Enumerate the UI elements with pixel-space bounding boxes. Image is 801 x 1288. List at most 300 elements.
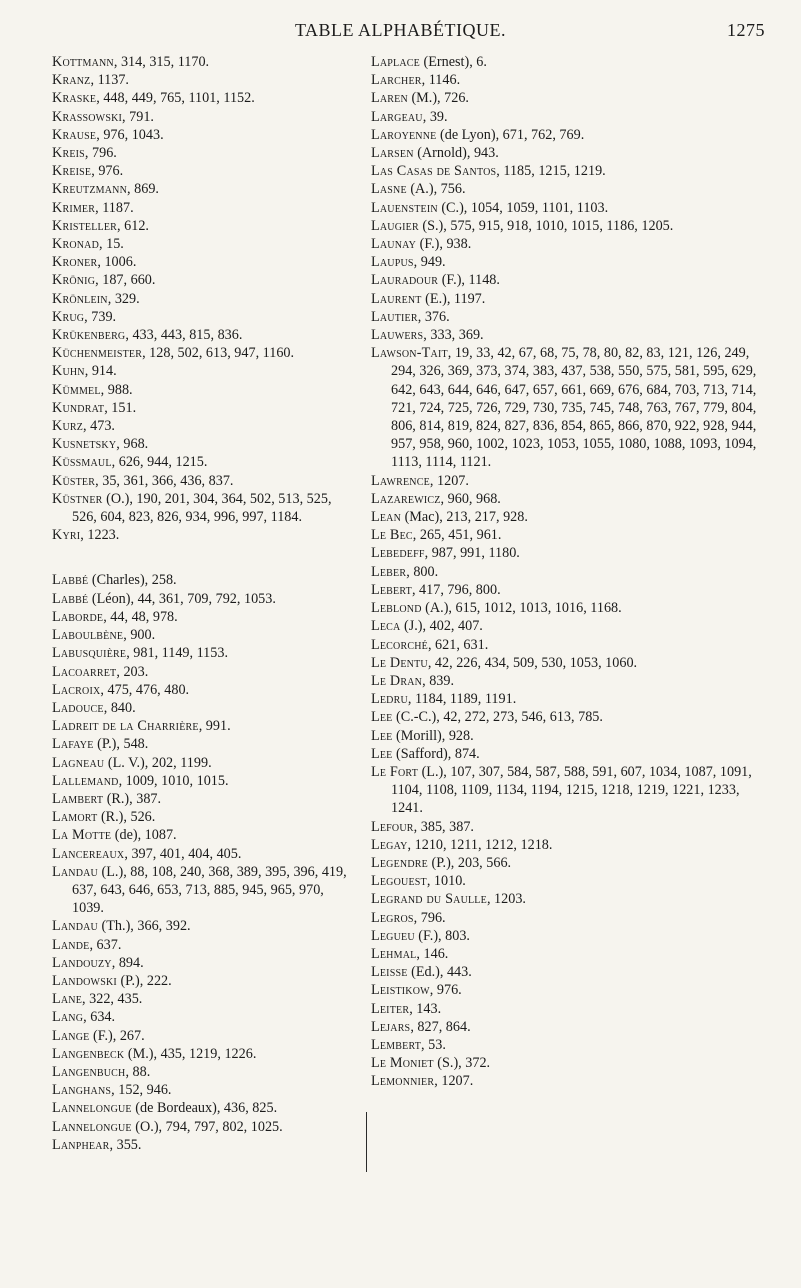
entry-pages: , 988. xyxy=(100,381,133,398)
entry-name: Launay xyxy=(371,236,417,253)
entry-name: Krükenberg xyxy=(52,327,126,344)
entry-pages: , 981, 1149, 1153. xyxy=(126,645,229,662)
entry-name: Lallemand xyxy=(52,772,119,789)
index-entry xyxy=(52,180,354,198)
index-entry xyxy=(52,990,354,1008)
entry-pages: (Mac), 213, 217, 928. xyxy=(401,509,528,526)
entry-name: Krönlein xyxy=(52,290,108,307)
index-entry xyxy=(52,89,354,107)
index-entry xyxy=(371,690,767,708)
entry-name: Kümmel xyxy=(52,381,101,398)
entry-pages: , 960, 968. xyxy=(440,490,501,507)
index-entry xyxy=(52,608,354,626)
entry-pages: , 634. xyxy=(83,1009,116,1026)
column-divider xyxy=(366,1112,367,1172)
index-entry xyxy=(52,162,354,180)
entry-pages: (Charles), 258. xyxy=(88,572,177,589)
entry-name: Laurent xyxy=(371,290,422,307)
entry-pages: , 1009, 1010, 1015. xyxy=(118,772,229,789)
index-entry xyxy=(371,162,767,180)
entry-name: Legueu xyxy=(371,927,415,944)
entry-pages: , 626, 944, 1215. xyxy=(111,454,208,471)
entry-name: Lannelongue xyxy=(52,1100,132,1117)
running-header xyxy=(0,20,801,48)
index-entry xyxy=(52,290,354,308)
entry-name: Lehmal xyxy=(371,945,417,962)
entry-pages: , 612. xyxy=(117,217,149,234)
entry-name: Lang xyxy=(52,1009,84,1026)
index-entry xyxy=(52,626,354,644)
index-entry xyxy=(52,144,354,162)
entry-name: Langenbuch xyxy=(52,1063,126,1080)
entry-name: Las Casas de Santos xyxy=(371,163,497,180)
entry-pages: , 987, 991, 1180. xyxy=(424,545,520,562)
entry-name: Kuhn xyxy=(52,363,85,380)
entry-pages: , 976. xyxy=(429,982,462,999)
entry-pages: , 473. xyxy=(83,418,115,435)
index-entry xyxy=(371,909,767,927)
index-entry xyxy=(371,544,767,562)
entry-pages: , 128, 502, 613, 947, 1160. xyxy=(142,345,295,362)
index-entry xyxy=(371,963,767,981)
index-entry xyxy=(371,144,767,162)
index-entry xyxy=(371,217,767,235)
entry-name: Leistikow xyxy=(371,982,430,999)
entry-name: Le Bec xyxy=(371,527,413,544)
entry-pages: (Ed.), 443. xyxy=(407,964,472,981)
entry-name: Kreise xyxy=(52,163,92,180)
index-entry xyxy=(371,180,767,198)
index-entry xyxy=(52,235,354,253)
index-entry xyxy=(371,599,767,617)
entry-name: Lautier xyxy=(371,308,418,325)
entry-pages: (J.), 402, 407. xyxy=(400,618,483,635)
entry-pages: , 869. xyxy=(127,181,159,198)
entry-pages: (P.), 203, 566. xyxy=(427,854,512,871)
entry-pages: (M.), 435, 1219, 1226. xyxy=(124,1045,257,1062)
index-entry xyxy=(52,644,354,662)
entry-pages: , 1223. xyxy=(80,527,120,544)
entry-name: Legrand du Saulle xyxy=(371,891,487,908)
index-entry xyxy=(52,217,354,235)
entry-pages: , 1010. xyxy=(426,873,466,890)
entry-name: Lagneau xyxy=(52,754,105,771)
entry-name: Lane xyxy=(52,991,83,1008)
index-entry xyxy=(52,1136,354,1154)
entry-pages: , 151. xyxy=(104,399,137,416)
index-entry xyxy=(52,326,354,344)
entry-pages: (P.), 222. xyxy=(116,972,172,989)
entry-pages: , 322, 435. xyxy=(82,991,143,1008)
left-column xyxy=(52,53,354,1154)
entry-pages: , 314, 315, 1170. xyxy=(113,54,210,70)
page-title: TABLE ALPHABÉTIQUE. xyxy=(294,20,507,40)
index-entry xyxy=(52,490,354,526)
index-entry xyxy=(52,754,354,772)
entry-name: Lannelongue xyxy=(52,1118,132,1135)
index-entry xyxy=(52,417,354,435)
entry-pages: , 840. xyxy=(103,699,136,716)
index-entry xyxy=(52,1027,354,1045)
index-entry xyxy=(371,1000,767,1018)
index-entry xyxy=(52,1045,354,1063)
index-entry xyxy=(52,917,354,935)
entry-pages: , 265, 451, 961. xyxy=(412,527,502,544)
entry-name: Krassowski xyxy=(52,108,123,125)
entry-name: Ladouce xyxy=(52,699,104,716)
entry-name: Lambert xyxy=(52,790,104,807)
entry-pages: (P.), 548. xyxy=(93,736,149,753)
entry-pages: , 88. xyxy=(125,1063,151,1080)
entry-pages: , 385, 387. xyxy=(413,818,474,835)
entry-pages: , 433, 443, 815, 836. xyxy=(125,327,243,344)
entry-name: Lefour xyxy=(371,818,414,835)
entry-name: Kristeller xyxy=(52,217,118,234)
entry-pages: , 15. xyxy=(99,236,124,253)
index-entry xyxy=(52,526,354,544)
entry-name: Labbé xyxy=(52,590,89,607)
index-entry xyxy=(52,362,354,380)
entry-name: Ledru xyxy=(371,691,408,708)
page-number: 1275 xyxy=(727,20,765,40)
entry-name: Lecorché xyxy=(371,636,428,653)
index-entry xyxy=(371,308,767,326)
entry-pages: , 1006. xyxy=(97,254,137,271)
index-entry xyxy=(371,290,767,308)
entry-name: Kreutzmann xyxy=(52,181,128,198)
index-entry xyxy=(371,472,767,490)
entry-name: Krimer xyxy=(52,199,96,216)
entry-pages: , 796. xyxy=(413,909,446,926)
entry-name: Leisse xyxy=(371,964,408,981)
entry-pages: , 35, 361, 366, 436, 837. xyxy=(95,472,234,489)
entry-pages: , 839. xyxy=(422,672,455,689)
entry-pages: , 949. xyxy=(413,254,446,271)
entry-pages: , 203. xyxy=(116,663,149,680)
entry-pages: , 796. xyxy=(84,145,117,162)
entry-pages: , 42, 226, 434, 509, 530, 1053, 1060. xyxy=(427,654,638,671)
index-entry xyxy=(371,745,767,763)
entry-pages: (S.), 372. xyxy=(433,1055,491,1072)
entry-pages: (F.), 1148. xyxy=(438,272,500,289)
entry-pages: , 1207. xyxy=(429,472,469,489)
index-entry xyxy=(52,936,354,954)
entry-pages: , 621, 631. xyxy=(427,636,489,653)
entry-pages: , 39. xyxy=(422,108,448,125)
index-entry xyxy=(52,108,354,126)
index-entry xyxy=(371,890,767,908)
index-entry xyxy=(371,672,767,690)
entry-name: Laplace xyxy=(371,54,420,70)
entry-name: Lemonnier xyxy=(371,1073,435,1090)
index-entry xyxy=(371,235,767,253)
entry-pages: , 637. xyxy=(89,936,122,953)
entry-name: Küchenmeister xyxy=(52,345,143,362)
section-gap xyxy=(52,544,354,571)
index-entry xyxy=(371,654,767,672)
entry-pages: (L.), 88, 108, 240, 368, 389, 395, 396, 419, 637, 643, 646, 653, 713, 885, 945, 965, 970, 1039. xyxy=(72,863,347,917)
entry-pages: , 1187. xyxy=(95,199,134,216)
entry-pages: , 976. xyxy=(91,163,124,180)
entry-name: Lauenstein xyxy=(371,199,438,216)
entry-pages: , 894. xyxy=(111,954,144,971)
entry-name: Laugier xyxy=(371,217,419,234)
entry-name: Küstner xyxy=(52,490,103,507)
entry-pages: , 44, 48, 978. xyxy=(103,608,178,625)
index-entry xyxy=(371,253,767,271)
entry-name: Ladreit de la Charrière xyxy=(52,718,199,735)
index-entry xyxy=(371,763,767,818)
index-entry xyxy=(371,271,767,289)
index-entry xyxy=(371,581,767,599)
entry-pages: , 900. xyxy=(123,627,156,644)
entry-name: Kronad xyxy=(52,236,100,253)
index-entry xyxy=(52,845,354,863)
entry-name: Labusquière xyxy=(52,645,127,662)
entry-pages: (de Lyon), 671, 762, 769. xyxy=(436,126,585,143)
index-entry xyxy=(52,53,354,71)
entry-pages: , 475, 476, 480. xyxy=(100,681,190,698)
index-entry xyxy=(52,253,354,271)
entry-pages: , 1203. xyxy=(486,891,526,908)
entry-pages: (R.), 387. xyxy=(103,790,162,807)
index-entry xyxy=(52,126,354,144)
entry-name: Laborde xyxy=(52,608,104,625)
entry-pages: (L. V.), 202, 1199. xyxy=(104,754,212,771)
entry-name: Laren xyxy=(371,90,408,107)
index-entry xyxy=(52,681,354,699)
entry-name: Larsen xyxy=(371,145,414,162)
entry-name: Küssmaul xyxy=(52,454,112,471)
entry-name: Laboulbène xyxy=(52,627,124,644)
entry-name: Kusnetsky xyxy=(52,436,117,453)
entry-name: Krug xyxy=(52,308,85,325)
index-entry xyxy=(371,126,767,144)
entry-pages: (de), 1087. xyxy=(111,827,177,844)
entry-name: Landowski xyxy=(52,972,117,989)
entry-pages: (O.), 794, 797, 802, 1025. xyxy=(131,1118,283,1135)
index-entry xyxy=(371,490,767,508)
index-entry xyxy=(52,271,354,289)
index-entry xyxy=(371,89,767,107)
index-entry xyxy=(371,526,767,544)
index-entry xyxy=(52,590,354,608)
index-entry xyxy=(371,945,767,963)
index-entry xyxy=(371,53,767,71)
entry-name: Legouest xyxy=(371,873,427,890)
index-entry xyxy=(371,727,767,745)
entry-name: Laroyenne xyxy=(371,126,437,143)
entry-pages: (de Bordeaux), 436, 825. xyxy=(131,1100,278,1117)
entry-name: Le Fort xyxy=(371,763,419,780)
entry-name: Labbé xyxy=(52,572,89,589)
entry-name: Lee xyxy=(371,727,393,744)
entry-pages: (E.), 1197. xyxy=(421,290,486,307)
entry-name: Kraske xyxy=(52,90,97,107)
entry-name: Le Dran xyxy=(371,672,423,689)
entry-name: Kurz xyxy=(52,418,84,435)
entry-pages: (C.), 1054, 1059, 1101, 1103. xyxy=(437,199,609,216)
entry-name: Lauwers xyxy=(371,327,424,344)
entry-pages: (Morill), 928. xyxy=(392,727,474,744)
index-entry xyxy=(371,818,767,836)
entry-name: Lancereaux xyxy=(52,845,125,862)
entry-name: Kundrat xyxy=(52,399,105,416)
entry-name: Lawson-Tait xyxy=(371,345,448,362)
entry-name: Landau xyxy=(52,863,98,880)
entry-name: Küster xyxy=(52,472,96,489)
entry-name: Lauradour xyxy=(371,272,439,289)
entry-name: Kroner xyxy=(52,254,98,271)
entry-pages: (F.), 267. xyxy=(89,1027,145,1044)
index-entry xyxy=(52,808,354,826)
entry-name: Landau xyxy=(52,918,98,935)
entry-name: Lee xyxy=(371,709,393,726)
index-entry xyxy=(52,399,354,417)
index-entry xyxy=(52,199,354,217)
index-entry xyxy=(371,1036,767,1054)
index-entry xyxy=(371,927,767,945)
entry-pages: (Safford), 874. xyxy=(392,745,480,762)
entry-name: Leblond xyxy=(371,600,422,617)
entry-pages: , 991. xyxy=(198,718,231,735)
entry-pages: , 143. xyxy=(409,1000,442,1017)
entry-pages: , 1207. xyxy=(434,1073,474,1090)
entry-name: Kranz xyxy=(52,72,91,89)
index-entry xyxy=(371,836,767,854)
entry-pages: (A.), 756. xyxy=(406,181,466,198)
index-entry xyxy=(52,1081,354,1099)
index-entry xyxy=(52,1099,354,1117)
entry-name: Lazarewicz xyxy=(371,490,441,507)
index-entry xyxy=(52,344,354,362)
entry-pages: , 968. xyxy=(116,436,149,453)
entry-name: Legay xyxy=(371,836,408,853)
index-entry xyxy=(52,863,354,918)
index-entry xyxy=(52,663,354,681)
entry-pages: , 1137. xyxy=(90,72,129,89)
index-entry xyxy=(371,344,767,471)
entry-pages: , 800. xyxy=(406,563,439,580)
entry-pages: (C.-C.), 42, 272, 273, 546, 613, 785. xyxy=(392,709,603,726)
entry-name: Legros xyxy=(371,909,414,926)
entry-name: Langhans xyxy=(52,1082,112,1099)
index-entry xyxy=(52,954,354,972)
entry-name: Largeau xyxy=(371,108,423,125)
entry-pages: (F.), 803. xyxy=(414,927,470,944)
entry-name: Krause xyxy=(52,126,97,143)
entry-pages: , 739. xyxy=(84,308,117,325)
entry-name: Krönig xyxy=(52,272,96,289)
index-entry xyxy=(52,1008,354,1026)
entry-pages: , 355. xyxy=(109,1136,142,1153)
entry-name: Leiter xyxy=(371,1000,410,1017)
index-entry xyxy=(371,708,767,726)
entry-pages: , 1184, 1189, 1191. xyxy=(407,691,517,708)
entry-name: Lasne xyxy=(371,181,407,198)
entry-pages: , 146. xyxy=(416,945,449,962)
index-entry xyxy=(371,872,767,890)
index-entry xyxy=(371,854,767,872)
index-entry xyxy=(371,508,767,526)
entry-pages: , 397, 401, 404, 405. xyxy=(124,845,242,862)
entry-name: Le Dentu xyxy=(371,654,428,671)
entry-name: Lembert xyxy=(371,1036,422,1053)
index-entry xyxy=(52,71,354,89)
entry-name: Kyri xyxy=(52,527,81,544)
entry-name: Lebert xyxy=(371,581,412,598)
entry-pages: (Ernest), 6. xyxy=(419,54,487,70)
index-entry xyxy=(371,71,767,89)
entry-pages: , 19, 33, 42, 67, 68, 75, 78, 80, 82, 83, 121, 126, 249, 294, 326, 369, 373, 374, 383, 437, 538, 550, 575, 581, 595, 629, 642, 643, 644, 646, 647, 657, 661, 669, 676, 684, 703, 713, 714, 721, 724, 725, 726, 729, 730, 735, 745, 748, 763, 767, 779, 804, 806, 814, 819, 824, 827, 836, 854, 865, 866, 870, 922, 928, 944, 957, 958, 960, 1002, 1023, 1053, 1055, 1080, 1088, 1093, 1094, 1113, 1114, 1121. xyxy=(391,345,757,471)
index-entry xyxy=(52,826,354,844)
entry-name: Landouzy xyxy=(52,954,112,971)
entry-pages: , 53. xyxy=(421,1036,446,1053)
entry-name: Lamort xyxy=(52,809,98,826)
entry-name: Lacoarret xyxy=(52,663,117,680)
entry-name: Lanphear xyxy=(52,1136,110,1153)
entry-name: Lande xyxy=(52,936,90,953)
index-entry xyxy=(371,326,767,344)
entry-pages: (R.), 526. xyxy=(97,809,156,826)
entry-name: Lafaye xyxy=(52,736,94,753)
entry-name: Lebedeff xyxy=(371,545,425,562)
entry-name: Larcher xyxy=(371,72,422,89)
index-entry xyxy=(52,1118,354,1136)
entry-pages: , 914. xyxy=(84,363,117,380)
right-column xyxy=(371,53,767,1091)
index-entry xyxy=(52,381,354,399)
entry-name: Lee xyxy=(371,745,393,762)
entry-pages: , 1210, 1211, 1212, 1218. xyxy=(407,836,553,853)
entry-pages: , 791. xyxy=(122,108,154,125)
entry-pages: , 187, 660. xyxy=(95,272,156,289)
index-entry xyxy=(371,563,767,581)
entry-name: Lejars xyxy=(371,1018,411,1035)
entry-name: Lacroix xyxy=(52,681,101,698)
index-entry xyxy=(52,472,354,490)
entry-pages: , 333, 369. xyxy=(423,327,484,344)
entry-name: Leca xyxy=(371,618,401,635)
entry-pages: (Léon), 44, 361, 709, 792, 1053. xyxy=(88,590,276,607)
entry-name: Legendre xyxy=(371,854,428,871)
entry-pages: (Th.), 366, 392. xyxy=(97,918,191,935)
entry-pages: , 448, 449, 765, 1101, 1152. xyxy=(96,90,255,107)
entry-pages: , 1185, 1215, 1219. xyxy=(496,163,606,180)
index-entry xyxy=(52,735,354,753)
entry-pages: , 329. xyxy=(107,290,140,307)
index-entry xyxy=(371,981,767,999)
index-entry xyxy=(52,453,354,471)
entry-name: Laupus xyxy=(371,254,414,271)
entry-pages: (A.), 615, 1012, 1013, 1016, 1168. xyxy=(421,600,622,617)
entry-pages: , 827, 864. xyxy=(410,1018,471,1035)
entry-name: Kreis xyxy=(52,145,85,162)
entry-pages: (F.), 938. xyxy=(416,236,472,253)
entry-name: Le Moniet xyxy=(371,1055,434,1072)
entry-pages: , 152, 946. xyxy=(111,1082,172,1099)
index-entry xyxy=(52,790,354,808)
entry-name: Langenbeck xyxy=(52,1045,125,1062)
entry-pages: , 376. xyxy=(417,308,450,325)
entry-name: La Motte xyxy=(52,827,112,844)
index-entry xyxy=(52,717,354,735)
index-entry xyxy=(52,571,354,589)
entry-pages: , 1146. xyxy=(421,72,461,89)
entry-pages: (M.), 726. xyxy=(407,90,469,107)
entry-name: Leber xyxy=(371,563,407,580)
index-entry xyxy=(371,108,767,126)
